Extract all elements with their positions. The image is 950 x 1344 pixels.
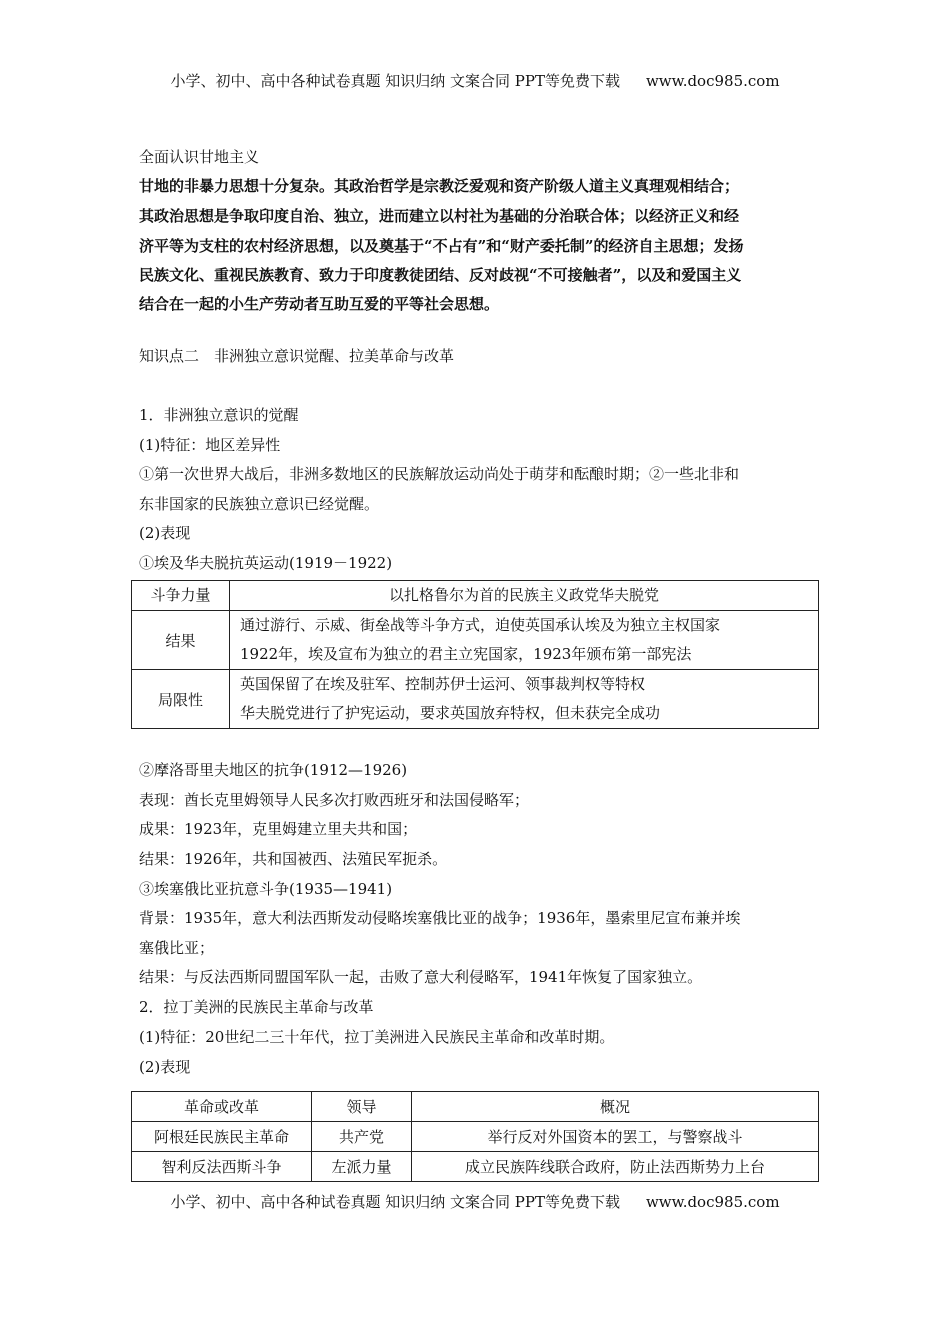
gandhi-line-5: 结合在一起的小生产劳动者互助互爱的平等社会思想。 [139,295,500,313]
table-row [132,611,819,670]
footer-text: 小学、初中、高中各种试卷真题 知识归纳 文案合同 PPT等免费下载 [170,1193,620,1211]
ethiopia-line-2: 塞俄比亚； [139,939,215,957]
gandhi-line-1: 甘地的非暴力思想十分复杂。其政治哲学是宗教泛爱观和资产阶级人道主义真理观相结合； [139,177,740,195]
header-text: 小学、初中、高中各种试卷真题 知识归纳 文案合同 PPT等免费下载 [170,72,620,90]
africa-performance-label: (2)表现 [139,524,191,542]
table-cell: 成立民族阵线联合政府，防止法西斯势力上台 [412,1152,819,1182]
gandhi-line-2: 其政治思想是争取印度自治、独立，进而建立以村社为基础的分治联合体；以经济正义和经 [139,207,740,225]
latin-table [131,1091,819,1182]
ethiopia-line-1: 背景：1935年，意大利法西斯发动侵略埃塞俄比亚的战争；1936年，墨索里尼宣布兼并埃 [139,909,741,927]
table-cell: 左派力量 [312,1152,412,1182]
ethiopia-title: ③埃塞俄比亚抗意斗争(1935—1941) [139,880,393,898]
limit-cell [230,670,819,729]
result-cell [230,611,819,670]
force-label: 斗争力量 [132,581,230,611]
africa-feature-line-2: 东非国家的民族独立意识已经觉醒。 [139,495,380,513]
page-footer [0,1191,950,1212]
ethiopia-line-3: 结果：与反法西斯同盟国军队一起，击败了意大利侵略军，1941年恢复了国家独立。 [139,968,703,986]
egypt-table [131,580,819,729]
page-header [0,70,950,91]
table-header-row [132,1092,819,1122]
footer-site-link[interactable]: www.doc985.com [645,1193,780,1211]
morocco-title: ②摩洛哥里夫地区的抗争(1912—1926) [139,761,408,779]
morocco-line-2: 成果：1923年，克里姆建立里夫共和国； [139,820,418,838]
table-row [132,1152,819,1182]
table-cell: 阿根廷民族民主革命 [132,1122,312,1152]
result-label: 结果 [132,611,230,670]
egypt-title: ①埃及华夫脱抗英运动(1919－1922) [139,554,393,572]
table-row [132,581,819,611]
knowledge-point-title: 知识点二 非洲独立意识觉醒、拉美革命与改革 [139,347,455,365]
header-site-link[interactable]: www.doc985.com [645,72,780,90]
table-cell: 举行反对外国资本的罢工，与警察战斗 [412,1122,819,1152]
africa-feature-label: (1)特征：地区差异性 [139,436,281,454]
morocco-line-3: 结果：1926年，共和国被西、法殖民军扼杀。 [139,850,448,868]
table-row [132,670,819,729]
column-header: 革命或改革 [132,1092,312,1122]
limit-line-1: 英国保留了在埃及驻军、控制苏伊士运河、领事裁判权等特权 [240,675,646,693]
limit-label: 局限性 [132,670,230,729]
gandhi-line-3: 济平等为支柱的农村经济思想，以及奠基于“不占有”和“财产委托制”的经济自主思想；发扬 [139,237,744,255]
morocco-line-1: 表现：酋长克里姆领导人民多次打败西班牙和法国侵略军； [139,791,530,809]
africa-feature-line-1: ①第一次世界大战后，非洲多数地区的民族解放运动尚处于萌芽和酝酿时期；②一些北非和 [139,465,740,483]
force-value: 以扎格鲁尔为首的民族主义政党华夫脱党 [230,581,819,611]
latin-feature: (1)特征：20世纪二三十年代，拉丁美洲进入民族民主革命和改革时期。 [139,1028,615,1046]
africa-heading: 1．非洲独立意识的觉醒 [139,406,299,424]
table-row [132,1122,819,1152]
table-cell: 共产党 [312,1122,412,1152]
column-header: 概况 [412,1092,819,1122]
column-header: 领导 [312,1092,412,1122]
latin-performance-label: (2)表现 [139,1058,191,1076]
latin-heading: 2．拉丁美洲的民族民主革命与改革 [139,998,374,1016]
limit-line-2: 华夫脱党进行了护宪运动，要求英国放弃特权，但未获完全成功 [240,704,661,722]
gandhi-title: 全面认识甘地主义 [139,148,260,166]
result-line-2: 1922年，埃及宣布为独立的君主立宪国家，1923年颁布第一部宪法 [240,645,692,663]
table-cell: 智利反法西斯斗争 [132,1152,312,1182]
gandhi-line-4: 民族文化、重视民族教育、致力于印度教徒团结、反对歧视“不可接触者”，以及和爱国主义 [139,266,742,284]
result-line-1: 通过游行、示威、街垒战等斗争方式，迫使英国承认埃及为独立主权国家 [240,616,721,634]
